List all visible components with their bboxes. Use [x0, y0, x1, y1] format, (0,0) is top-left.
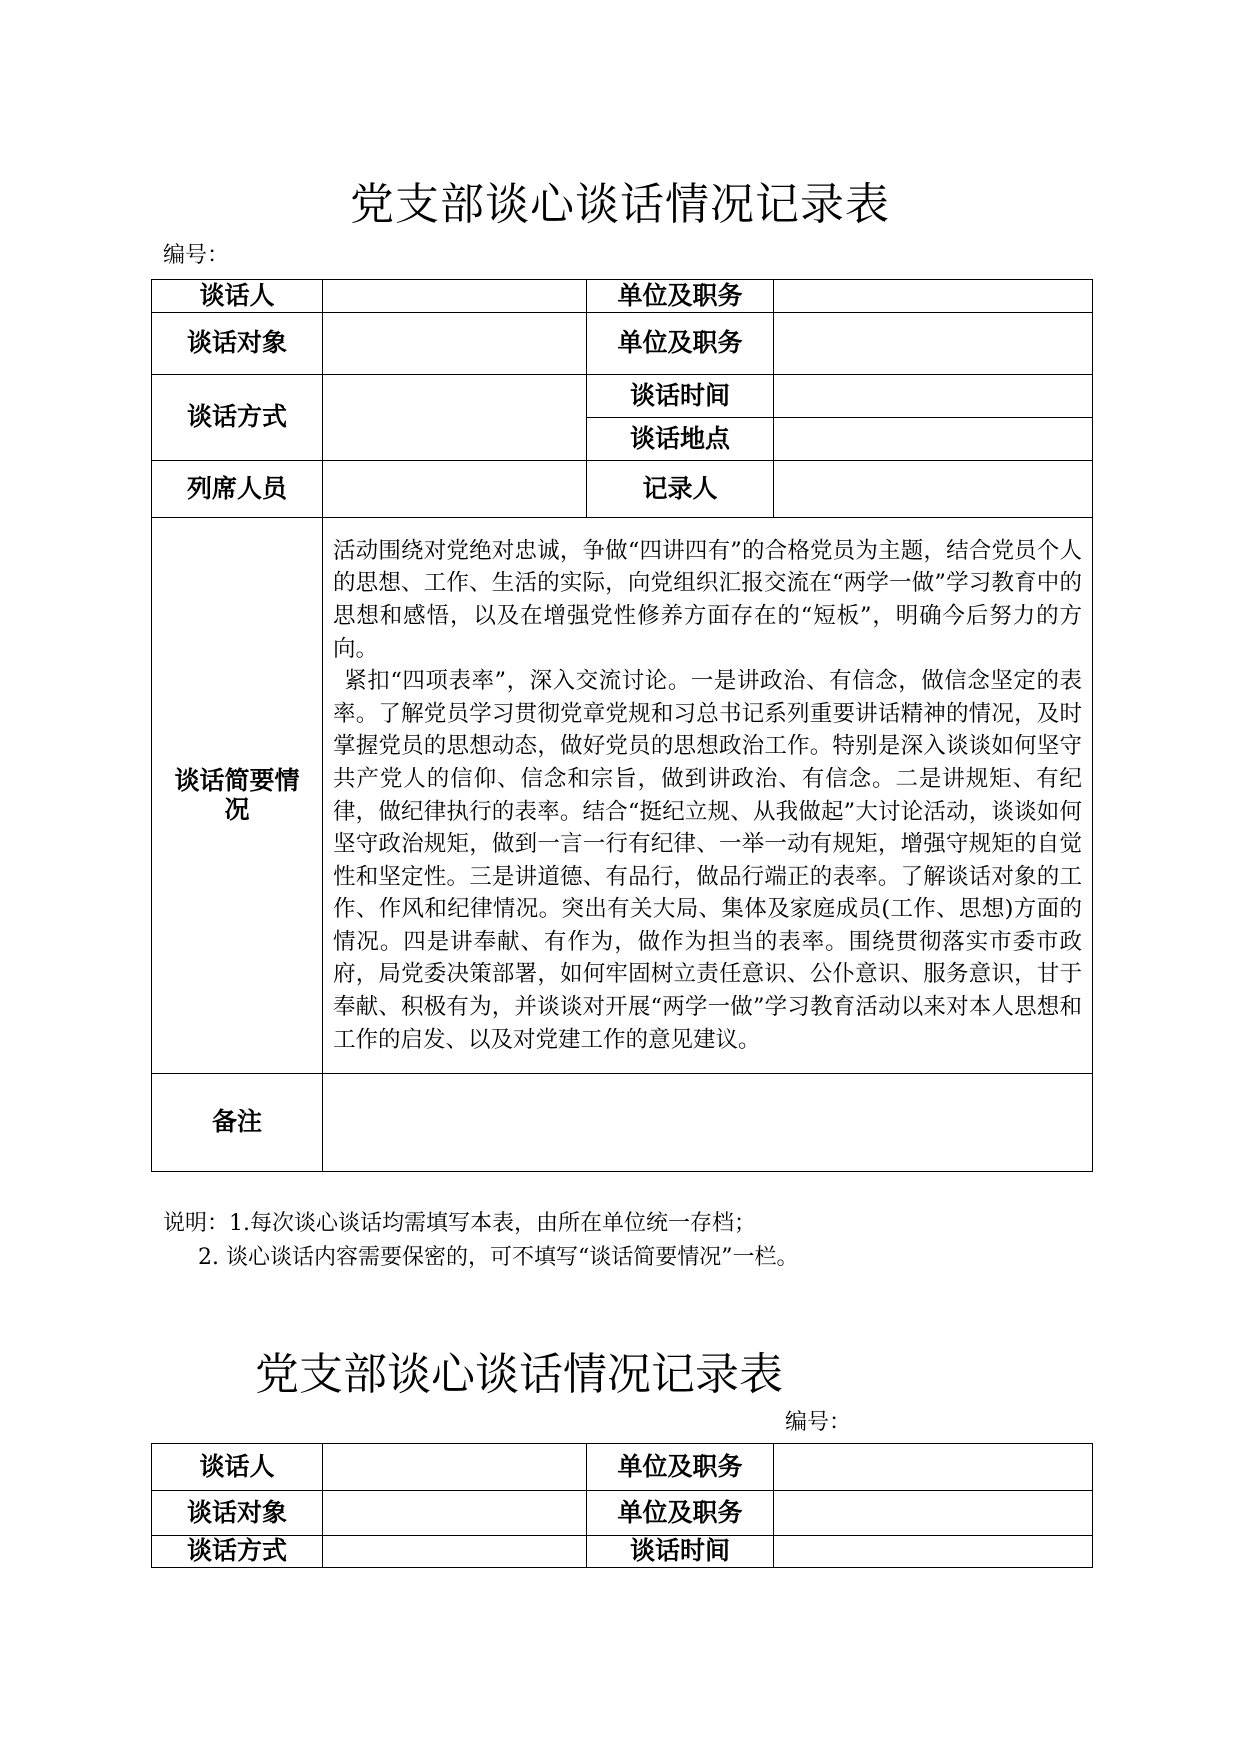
- time-label: 谈话时间: [587, 375, 774, 418]
- form2-target-unit-field[interactable]: [774, 1491, 1093, 1536]
- brief-content[interactable]: [323, 518, 1093, 1074]
- target-unit-field[interactable]: [774, 313, 1093, 375]
- form2-time-label: 谈话时间: [587, 1536, 774, 1568]
- place-field[interactable]: [774, 418, 1093, 461]
- recorder-field[interactable]: [774, 461, 1093, 518]
- brief-paragraph-2: 紧扣“四项表率”，深入交流讨论。一是讲政治、有信念，做信念坚定的表率。了解党员学习贯彻党章党规和习总书记系列重要讲话精神的情况，及时掌握党员的思想动态，做好党员的思想政治工作。特别是深入谈谈如何坚守共产党人的信仰、信念和宗旨，做到讲政治、有信念。二是讲规矩、有纪律，做纪律执行的表率。结合“挺纪立规、从我做起”大讨论活动，谈谈如何坚守政治规矩，做到一言一行有纪律、一举一动有规矩，增强守规矩的自觉性和坚定性。三是讲道德、有品行，做品行端正的表率。了解谈话对象的工作、作风和纪律情况。突出有关大局、集体及家庭成员(工作、思想)方面的情况。四是讲奉献、有作为，做作为担当的表率。围绕贯彻落实市委市政府，局党委决策部署，如何牢固树立责任意识、公仆意识、服务意识，甘于奉献、积极有为，并谈谈对开展“两学一做”学习教育活动以来对本人思想和工作的启发、以及对党建工作的意见建议。: [333, 668, 1082, 1053]
- form1-number-label: 编号：: [163, 243, 230, 268]
- target-unit-position-label: 单位及职务: [587, 313, 774, 375]
- note-line-2: 2. 谈心谈话内容需要保密的，可不填写“谈话简要情况”一栏。: [198, 1245, 799, 1270]
- unit-position-label: 单位及职务: [587, 280, 774, 313]
- form2-target-unit-position-label: 单位及职务: [587, 1491, 774, 1536]
- form2-time-field[interactable]: [774, 1536, 1093, 1568]
- form1-title: 党支部谈心谈话情况记录表: [350, 179, 890, 230]
- form2-speaker-label: 谈话人: [152, 1444, 323, 1491]
- form1-record-table: [151, 279, 1093, 1172]
- speaker-label: 谈话人: [152, 280, 323, 313]
- attendees-label: 列席人员: [152, 461, 323, 518]
- form2-record-table: [151, 1443, 1093, 1568]
- method-label: 谈话方式: [152, 375, 323, 461]
- form2-speaker-field[interactable]: [323, 1444, 587, 1491]
- form2-unit-position-label: 单位及职务: [587, 1444, 774, 1491]
- time-field[interactable]: [774, 375, 1093, 418]
- form2-target-label: 谈话对象: [152, 1491, 323, 1536]
- speaker-unit-field[interactable]: [774, 280, 1093, 313]
- brief-paragraph-1: 活动围绕对党绝对忠诚，争做“四讲四有”的合格党员为主题，结合党员个人的思想、工作、生活的实际，向党组织汇报交流在“两学一做”学习教育中的思想和感悟，以及在增强党性修养方面存在的“短板”，明确今后努力的方向。: [333, 537, 1082, 662]
- brief-label: 谈话简要情况: [152, 518, 323, 1074]
- attendees-field[interactable]: [323, 461, 587, 518]
- remarks-field[interactable]: [323, 1074, 1093, 1172]
- form2-method-field[interactable]: [323, 1536, 587, 1568]
- speaker-field[interactable]: [323, 280, 587, 313]
- form2-target-field[interactable]: [323, 1491, 587, 1536]
- form2-method-label: 谈话方式: [152, 1536, 323, 1568]
- remarks-label: 备注: [152, 1074, 323, 1172]
- note-line-1: 说明：1.每次谈心谈话均需填写本表，由所在单位统一存档；: [163, 1211, 756, 1236]
- form2-title: [255, 1338, 783, 1402]
- form2-speaker-unit-field[interactable]: [774, 1444, 1093, 1491]
- form2-number-label: 编号：: [785, 1410, 852, 1435]
- form2-title-part1: 党支部: [255, 1349, 387, 1400]
- target-label: 谈话对象: [152, 313, 323, 375]
- place-label: 谈话地点: [587, 418, 774, 461]
- target-field[interactable]: [323, 313, 587, 375]
- recorder-label: 记录人: [587, 461, 774, 518]
- form2-title-part2: 谈心谈话情况记录表: [387, 1349, 783, 1400]
- method-field[interactable]: [323, 375, 587, 461]
